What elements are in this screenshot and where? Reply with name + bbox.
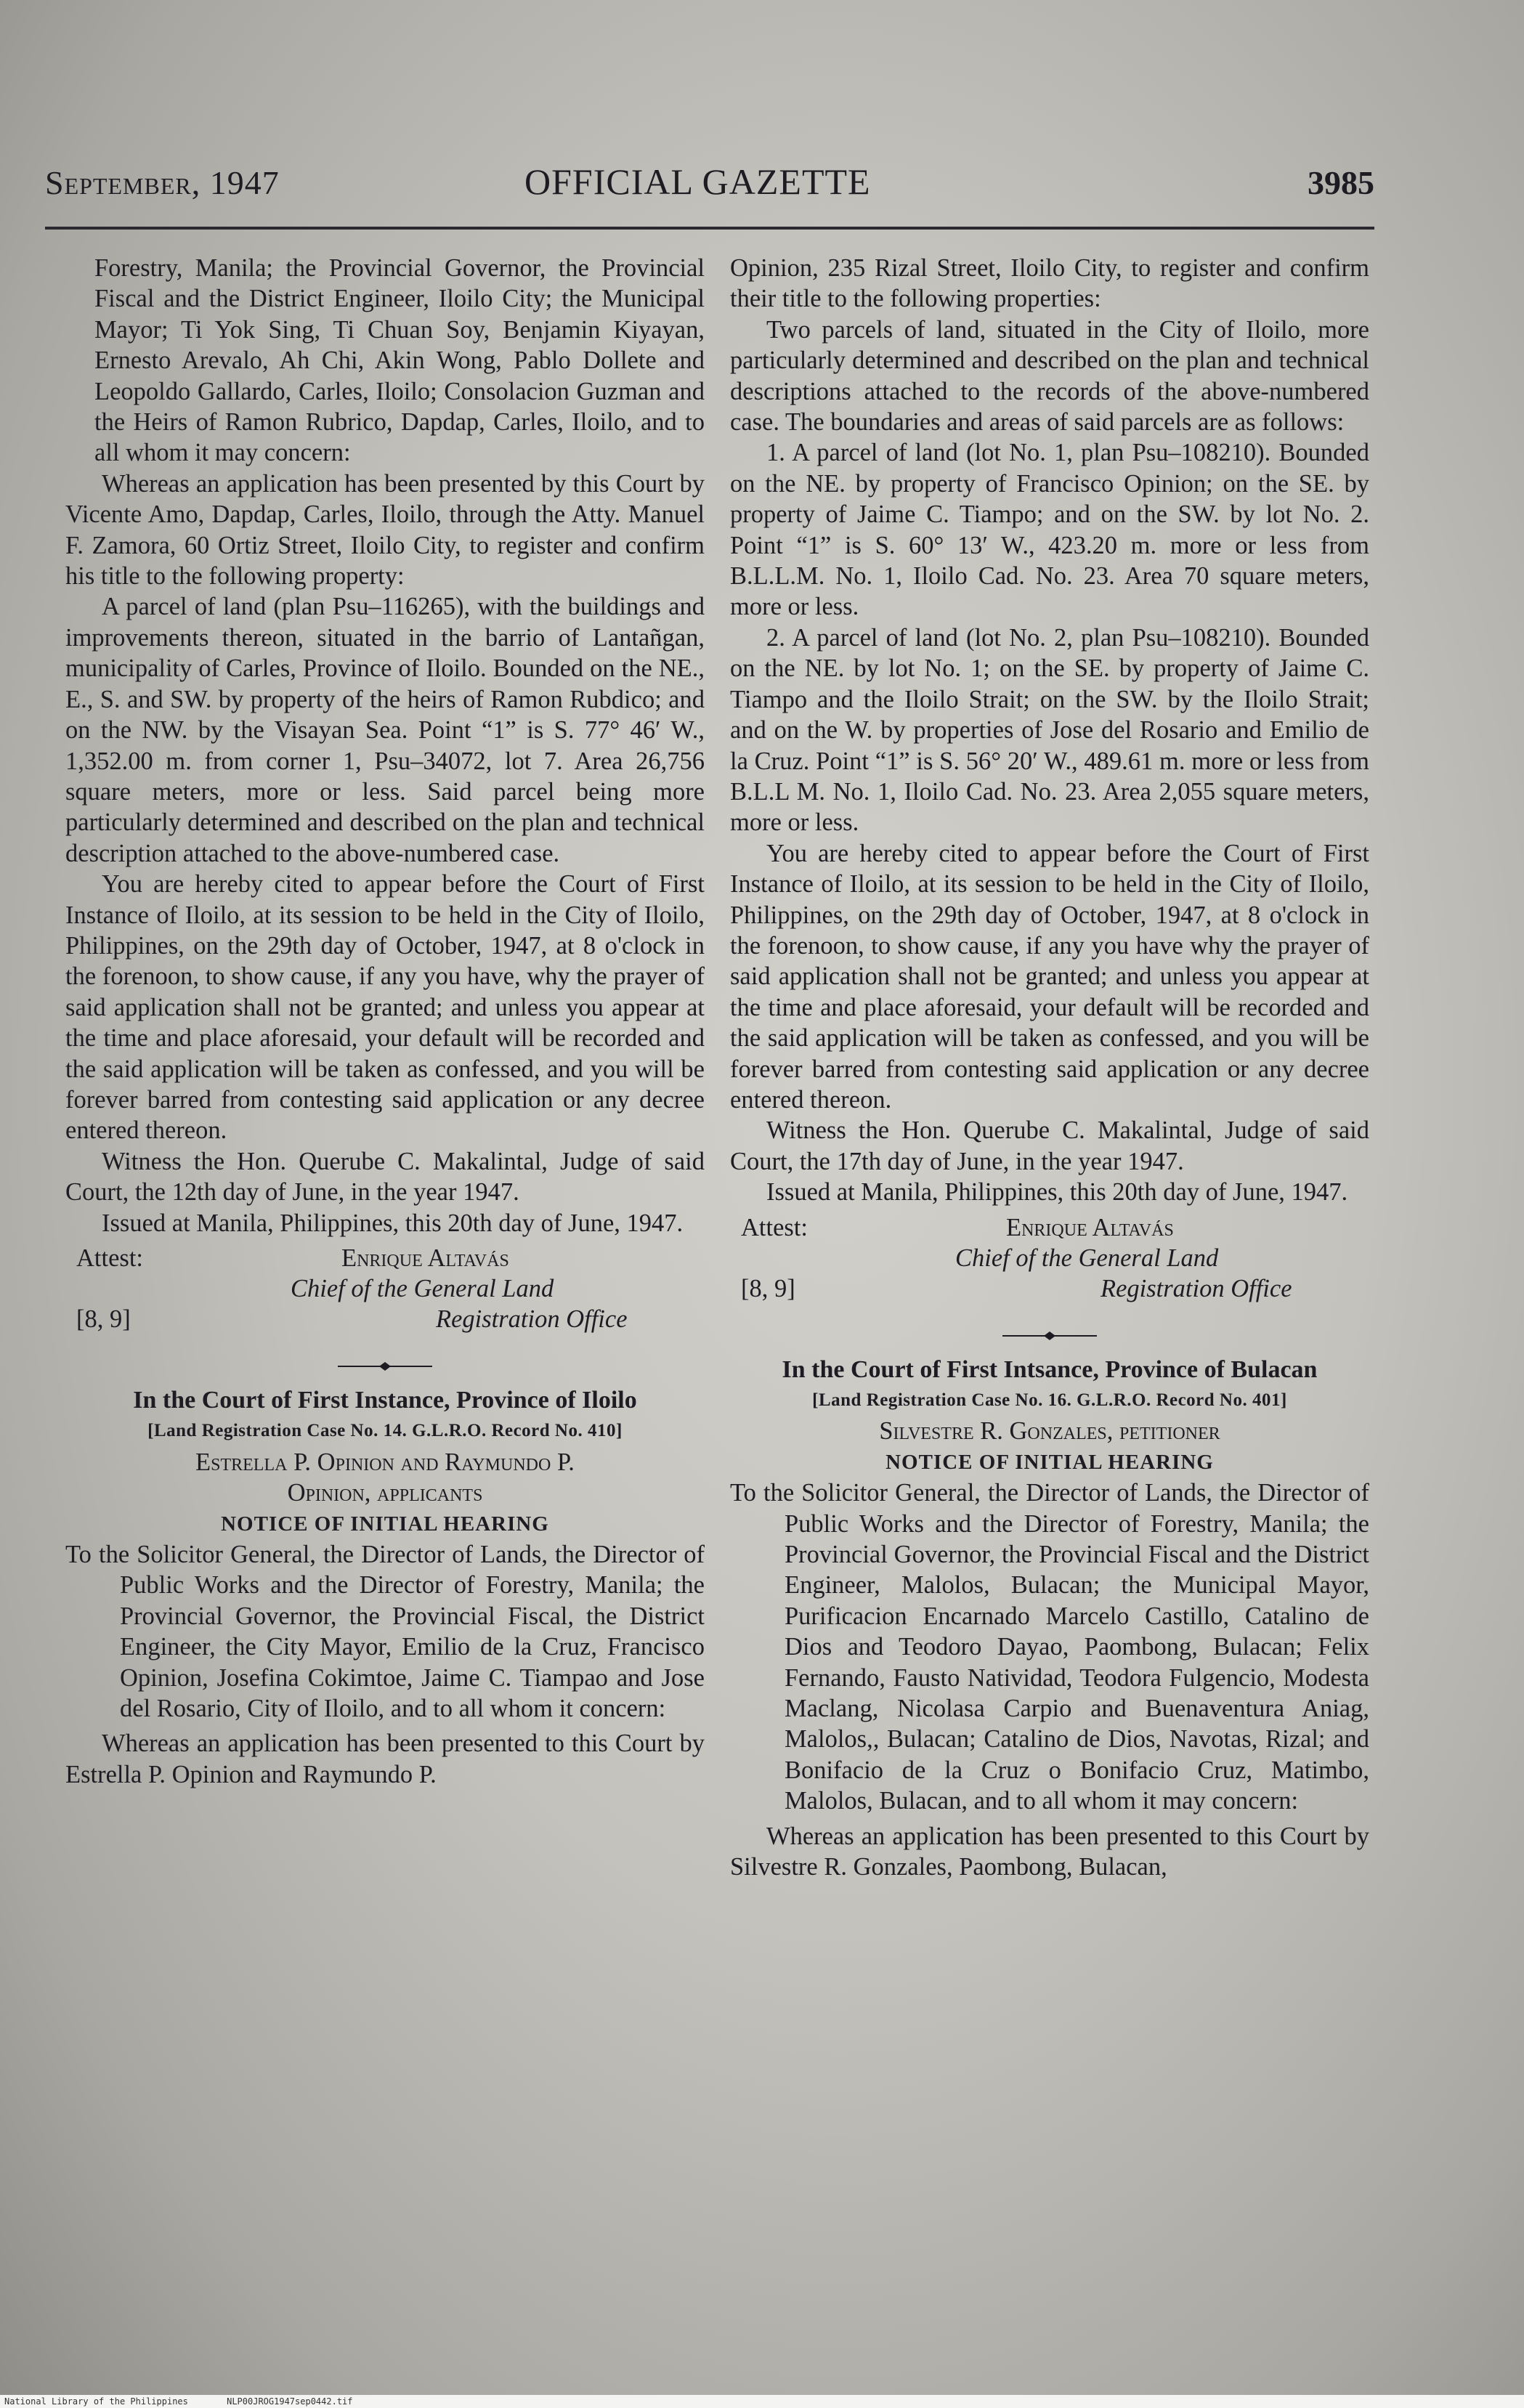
parcel-description: A parcel of land (plan Psu–116265), with the buildings and improvements thereon, situated in the barrio of Lantañgan, municipality of Carles, Province of Iloilo. Bounded on the NE., E., S. and SW. by property of the heirs of Ramon Rubdico; and on the NW. by the Visayan Sea. Point “1” is S. 77° 46′ W., 1,352.00 m. from corner 1, Psu–34072, lot 7. Area 26,756 square meters, more or less. Said parcel being more particularly determined and described on the plan and technical description attached to the above-numbered case. [65, 593, 705, 867]
witness-paragraph: Witness the Hon. Querube C. Makalintal, Judge of said Court, the 12th day of June, in the year 1947. [65, 1147, 705, 1207]
page-header [45, 163, 1374, 214]
footer-filename: NLP00JROG1947sep0442.tif [227, 2396, 353, 2407]
left-column [65, 253, 705, 1790]
signature-block [730, 1212, 1369, 1305]
attest-label: Attest: [741, 1213, 808, 1241]
signer-role-line2: Registration Office [1101, 1274, 1292, 1302]
issued-paragraph: Issued at Manila, Philippines, this 20th day of June, 1947. [102, 1209, 684, 1237]
case-record: [Land Registration Case No. 14. G.L.R.O. Record No. 410] [147, 1421, 623, 1441]
section-divider [65, 1350, 705, 1372]
parties-line2: Opinion, applicants [287, 1479, 483, 1507]
parties-line: Silvestre R. Gonzales, petitioner [879, 1417, 1220, 1446]
application-paragraph: Whereas an application has been presented by this Court by Vicente Amo, Dapdap, Carles, Iloilo, through the Atty. Manuel F. Zamora, 60 Ortiz Street, Iloilo City, to register and confirm his title to the following property: [65, 469, 705, 591]
parcel-2-description: 2. A parcel of land (lot No. 2, plan Psu–108210). Bounded on the NE. by lot No. 1; on the SE. by property of Jaime C. Tiampo and the Iloilo Strait; on the SW. by the Iloilo Strait; and on the W. by properties of Jose del Rosario and Emilio de la Cruz. Point “1” is S. 56° 20′ W., 489.61 m. more or less from B.L.L M. No. 1, Iloilo Cad. No. 23. Area 2,055 square meters, more or less. [730, 623, 1369, 837]
divider-ornament-icon [338, 1359, 432, 1374]
case-record: [Land Registration Case No. 16. G.L.R.O. Record No. 401] [812, 1390, 1287, 1410]
right-column [730, 253, 1369, 1883]
section-divider [730, 1320, 1369, 1342]
addressee-list: To the Solicitor General, the Director of Lands, the Director of Public Works and the Director of Forestry, Manila; the Provincial Governor, the Provincial Fiscal and the District Engineer, Malolos, Bulacan; the Municipal Mayor, Purificacion Encarnado Marcelo Castillo, Catalino de Dios and Teodoro Dayao, Paombong, Bulacan; Felix Fernando, Fausto Natividad, Teodora Fulgencio, Modesta Maclang, Nicolasa Carpio and Buenaventura Aniag, Malolos,, Bulacan; Catalino de Dios, Navotas, Rizal; and Bonifacio de la Cruz o Bonifacio Cruz, Matimbo, Malolos, Bulacan, and to all whom it may concern: [730, 1479, 1369, 1815]
header-page-number: 3985 [1308, 164, 1374, 201]
parties-line1: Estrella P. Opinion and Raymundo P. [195, 1448, 575, 1476]
application-paragraph-2: Whereas an application has been presented to this Court by Estrella P. Opinion and Raymundo P. [65, 1730, 705, 1788]
divider-ornament-icon [1002, 1329, 1097, 1343]
signer-role-line2: Registration Office [436, 1305, 628, 1333]
parcel-1-description: 1. A parcel of land (lot No. 1, plan Psu–108210). Bounded on the NE. by property of Francisco Opinion; on the SE. by property of Jaime C. Tiampo; and on the SW. by lot No. 2. Point “1” is S. 60° 13′ W., 423.20 m. more or less from B.L.L.M. No. 1, Iloilo Cad. No. 23. Area 70 square meters, more or less. [730, 439, 1369, 621]
attest-label: Attest: [76, 1244, 143, 1272]
header-date: September, 1947 [45, 164, 280, 201]
addressee-list: To the Solicitor General, the Director of Lands, the Director of Public Works and the Director of Forestry, Manila; the Provincial Governor, the Provincial Fiscal, the District Engineer, the City Mayor, Emilio de la Cruz, Francisco Opinion, Josefina Cokimtoe, Jaime C. Tiampao and Jose del Rosario, City of Iloilo, and to all whom it concern: [65, 1541, 705, 1723]
footer-library: National Library of the Philippines [4, 2396, 188, 2407]
notice-heading: NOTICE OF INITIAL HEARING [885, 1450, 1214, 1474]
witness-paragraph: Witness the Hon. Querube C. Makalintal, Judge of said Court, the 17th day of June, in the year 1947. [730, 1116, 1369, 1175]
issue-reference: [8, 9] [76, 1305, 131, 1333]
case-title: In the Court of First Instance, Province of Iloilo [133, 1387, 637, 1414]
header-title: OFFICIAL GAZETTE [524, 161, 871, 202]
parcels-intro: Two parcels of land, situated in the City of Iloilo, more particularly determined and described on the plan and technical descriptions attached to the records of the above-numbered case. The boundaries and areas of said parcels are as follows: [730, 315, 1369, 437]
signature-block [65, 1243, 705, 1336]
addressee-continuation: Forestry, Manila; the Provincial Governor, the Provincial Fiscal and the District Engineer, Iloilo City; the Municipal Mayor; Ti Yok Sing, Ti Chuan Soy, Benjamin Kiyayan, Ernesto Arevalo, Ah Chi, Akin Wong, Pablo Dollete and Leopoldo Gallardo, Carles, Iloilo; Consolacion Guzman and the Heirs of Ramon Rubrico, Dapdap, Carles, Iloilo, and to all whom it may concern: [94, 254, 705, 467]
scan-footer [0, 2395, 1524, 2408]
issue-reference: [8, 9] [741, 1274, 795, 1302]
application-paragraph-2: Whereas an application has been presented to this Court by Silvestre R. Gonzales, Paombong, Bulacan, [730, 1822, 1369, 1881]
signer-role-line1: Chief of the General Land [291, 1275, 554, 1302]
application-continuation: Opinion, 235 Rizal Street, Iloilo City, to register and confirm their title to the following properties: [730, 254, 1369, 313]
signer-name: Enrique Altavás [341, 1244, 509, 1272]
notice-heading: NOTICE OF INITIAL HEARING [221, 1512, 549, 1536]
signer-role-line1: Chief of the General Land [955, 1244, 1219, 1272]
header-rule [45, 227, 1374, 230]
case-title: In the Court of First Intsance, Province of Bulacan [782, 1355, 1318, 1383]
signer-name: Enrique Altavás [1006, 1213, 1174, 1241]
citation-paragraph: You are hereby cited to appear before the Court of First Instance of Iloilo, at its session to be held in the City of Iloilo, Philippines, on the 29th day of October, 1947, at 8 o'clock in the forenoon, to show cause, if any you have, why the prayer of said application shall not be granted; and unless you appear at the time and place aforesaid, your default will be recorded and the said application will be taken as confessed, and you will be forever barred from contesting said application or any decree entered thereon. [65, 870, 705, 1145]
issued-paragraph: Issued at Manila, Philippines, this 20th day of June, 1947. [766, 1178, 1348, 1207]
citation-paragraph: You are hereby cited to appear before the Court of First Instance of Iloilo, at its session to be held in the City of Iloilo, Philippines, on the 29th day of October, 1947, at 8 o'clock in the forenoon, to show cause, if any you have why the prayer of said application shall not be granted; and unless you appear at the time and place aforesaid, your default will be recorded and the said application will be taken as confessed, and you will be forever barred from contesting said application or any decree entered thereon. [730, 839, 1369, 1114]
